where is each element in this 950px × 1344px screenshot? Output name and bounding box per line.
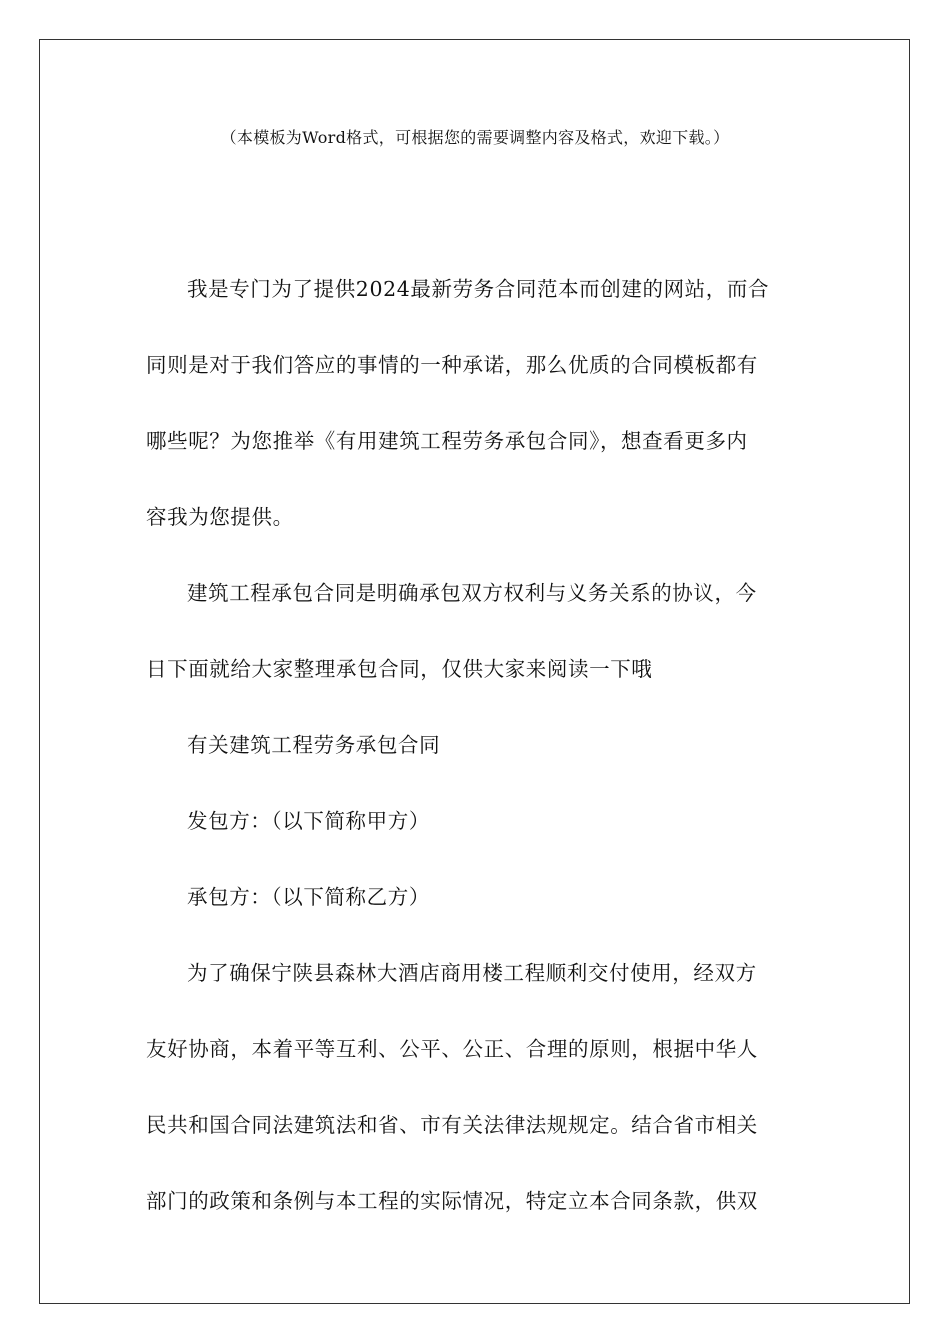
paragraph bbox=[146, 954, 808, 1258]
text-line: 部门的政策和条例与本工程的实际情况，特定立本合同条款，供双 bbox=[146, 1189, 758, 1213]
text-line: 有关建筑工程劳务承包合同 bbox=[187, 733, 441, 757]
text-line: 友好协商，本着平等互利、公平、公正、合理的原则，根据中华人 bbox=[146, 1037, 758, 1061]
text-line: 建筑工程承包合同是明确承包双方权利与义务关系的协议，今 bbox=[187, 581, 757, 605]
text-line: 我是专门为了提供2024最新劳务合同范本而创建的网站，而合 bbox=[187, 277, 770, 301]
paragraph bbox=[146, 270, 808, 574]
text-line: 承包方：（以下简称乙方） bbox=[187, 885, 430, 909]
text-line: 民共和国合同法建筑法和省、市有关法律法规规定。结合省市相关 bbox=[146, 1113, 758, 1137]
text-line: 为了确保宁陕县森林大酒店商用楼工程顺利交付使用，经双方 bbox=[187, 961, 757, 985]
text-line: 发包方：（以下简称甲方） bbox=[187, 809, 430, 833]
paragraph bbox=[146, 574, 808, 726]
text-line: 同则是对于我们答应的事情的一种承诺，那么优质的合同模板都有 bbox=[146, 353, 758, 377]
text-line: 日下面就给大家整理承包合同，仅供大家来阅读一下哦 bbox=[146, 657, 653, 681]
paragraph bbox=[146, 878, 808, 954]
template-note: （本模板为Word格式，可根据您的需要调整内容及格式，欢迎下载。） bbox=[220, 128, 730, 147]
text-line: 哪些呢？为您推举《有用建筑工程劳务承包合同》，想查看更多内 bbox=[146, 429, 748, 453]
paragraph bbox=[146, 726, 808, 802]
text-line: 容我为您提供。 bbox=[146, 505, 294, 529]
paragraph bbox=[146, 802, 808, 878]
document-body bbox=[146, 270, 808, 1258]
